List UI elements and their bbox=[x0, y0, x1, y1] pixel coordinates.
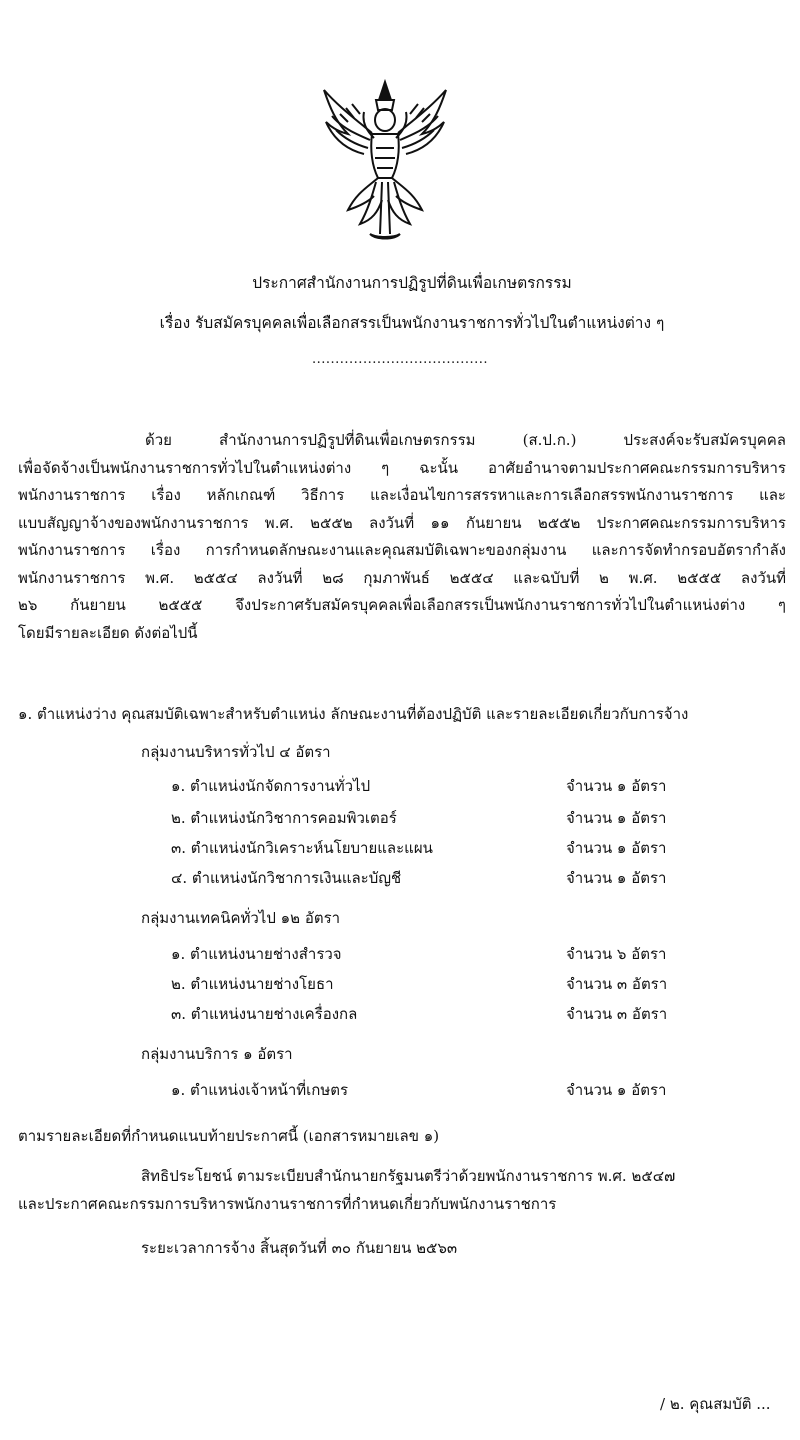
intro-line: พนักงานราชการ เรื่อง การกำหนดลักษณะงานและคุณสมบัติเฉพาะของกลุ่มงาน และการจัดทำกรอบอัตรากำลัง bbox=[18, 541, 786, 559]
group-title-technical: กลุ่มงานเทคนิคทั่วไป ๑๒ อัตรา bbox=[141, 909, 341, 927]
announcement-title: ประกาศสำนักงานการปฏิรูปที่ดินเพื่อเกษตรกรรม bbox=[252, 274, 572, 292]
benefits-line-1: สิทธิประโยชน์ ตามระเบียบสำนักนายกรัฐมนตรีว่าด้วยพนักงานราชการ พ.ศ. ๒๕๔๗ bbox=[141, 1167, 676, 1185]
position-count: จำนวน ๑ อัตรา bbox=[566, 839, 667, 857]
position-count: จำนวน ๑ อัตรา bbox=[566, 869, 667, 887]
position-name: ๑. ตำแหน่งนายช่างสำรวจ bbox=[171, 945, 342, 963]
intro-paragraph bbox=[18, 427, 786, 647]
position-count: จำนวน ๑ อัตรา bbox=[566, 777, 667, 795]
intro-line: พนักงานราชการ พ.ศ. ๒๕๕๔ ลงวันที่ ๒๘ กุมภาพันธ์ ๒๕๕๔ และฉบับที่ ๒ พ.ศ. ๒๕๕๕ ลงวันที่ bbox=[18, 568, 786, 587]
announcement-subject: เรื่อง รับสมัครบุคคลเพื่อเลือกสรรเป็นพนักงานราชการทั่วไปในตำแหน่งต่าง ๆ bbox=[159, 314, 665, 332]
position-name: ๓. ตำแหน่งนักวิเคราะห์นโยบายและแผน bbox=[171, 839, 433, 857]
position-name: ๑. ตำแหน่งเจ้าหน้าที่เกษตร bbox=[171, 1081, 349, 1099]
group-title-general-admin: กลุ่มงานบริหารทั่วไป ๔ อัตรา bbox=[141, 743, 331, 761]
position-count: จำนวน ๓ อัตรา bbox=[566, 975, 668, 993]
position-count: จำนวน ๓ อัตรา bbox=[566, 1005, 668, 1023]
employment-period: ระยะเวลาการจ้าง สิ้นสุดวันที่ ๓๐ กันยายน ๒๕๖๓ bbox=[141, 1239, 458, 1257]
continued-page-note: / ๒. คุณสมบัติ ... bbox=[660, 1395, 771, 1413]
details-note: ตามรายละเอียดที่กำหนดแนบท้ายประกาศนี้ (เอกสารหมายเลข ๑) bbox=[18, 1127, 440, 1145]
intro-line: แบบสัญญาจ้างของพนักงานราชการ พ.ศ. ๒๕๕๒ ลงวันที่ ๑๑ กันยายน ๒๕๕๒ ประกาศคณะกรรมการบริหาร bbox=[18, 513, 786, 532]
section-1-heading: ๑. ตำแหน่งว่าง คุณสมบัติเฉพาะสำหรับตำแหน่ง ลักษณะงานที่ต้องปฏิบัติ และรายละเอียดเกี่ยวกับการจ้าง bbox=[18, 705, 689, 723]
group-title-service: กลุ่มงานบริการ ๑ อัตรา bbox=[141, 1045, 293, 1063]
position-count: จำนวน ๖ อัตรา bbox=[566, 945, 667, 963]
position-name: ๔. ตำแหน่งนักวิชาการเงินและบัญชี bbox=[171, 869, 402, 887]
position-count: จำนวน ๑ อัตรา bbox=[566, 1081, 667, 1099]
position-name: ๒. ตำแหน่งนักวิชาการคอมพิวเตอร์ bbox=[171, 809, 397, 827]
intro-line: เพื่อจัดจ้างเป็นพนักงานราชการทั่วไปในตำแหน่งต่าง ๆ ฉะนั้น อาศัยอำนาจตามประกาศคณะกรรมการบริหาร bbox=[18, 458, 786, 477]
position-name: ๑. ตำแหน่งนักจัดการงานทั่วไป bbox=[171, 777, 371, 795]
intro-line: ด้วย สำนักงานการปฏิรูปที่ดินเพื่อเกษตรกรรม (ส.ป.ก.) ประสงค์จะรับสมัครบุคคล bbox=[145, 431, 786, 449]
benefits-line-2: และประกาศคณะกรรมการบริหารพนักงานราชการที่กำหนดเกี่ยวกับพนักงานราชการ bbox=[18, 1195, 557, 1213]
position-name: ๒. ตำแหน่งนายช่างโยธา bbox=[171, 975, 334, 993]
intro-line: พนักงานราชการ เรื่อง หลักเกณฑ์ วิธีการ และเงื่อนไขการสรรหาและการเลือกสรรพนักงานราชการ และ bbox=[18, 486, 786, 504]
garuda-emblem-icon bbox=[320, 78, 450, 243]
title-separator: ...................................... bbox=[311, 352, 489, 367]
intro-line: โดยมีรายละเอียด ดังต่อไปนี้ bbox=[18, 623, 198, 642]
position-name: ๓. ตำแหน่งนายช่างเครื่องกล bbox=[171, 1005, 358, 1023]
position-count: จำนวน ๑ อัตรา bbox=[566, 809, 667, 827]
intro-line: ๒๖ กันยายน ๒๕๕๕ จึงประกาศรับสมัครบุคคลเพื่อเลือกสรรเป็นพนักงานราชการทั่วไปในตำแหน่งต่าง ๆ bbox=[18, 596, 786, 614]
